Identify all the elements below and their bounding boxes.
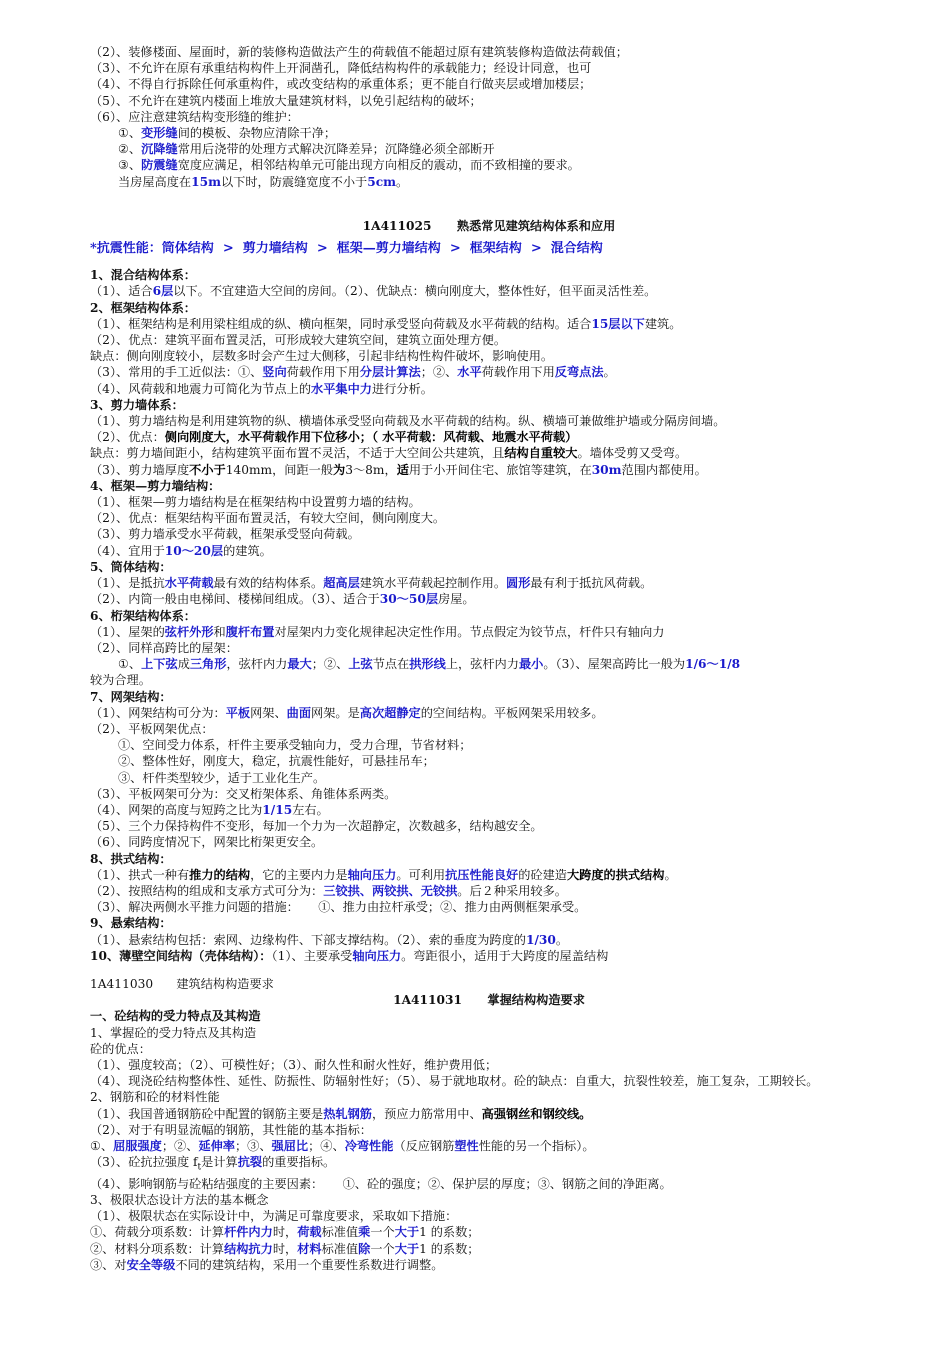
section-title: 1A411031 掌握结构构造要求 [393,993,585,1008]
text-line: 当房屋高度在15m以下时，防震缝宽度不小于5cm。 [118,174,409,189]
section-title: 1A411025 熟悉常见建筑结构体系和应用 [362,218,616,233]
text-line: （5）、三个力保持构件不变形，每加一个力为一次超静定，次数越多，结构越安全。 [90,819,543,834]
heading: 一、砼结构的受力特点及其构造 [90,1009,261,1024]
keyword: 防震缝 [141,158,178,173]
text-line: （2）、平板网架优点： [90,721,214,736]
text-line: （1）、我国普通钢筋砼中配置的钢筋主要是热轧钢筋，预应力筋常用中、高强钢丝和钢绞线。 [90,1106,592,1121]
text-line: ②、沉降缝常用后浇带的处理方式解决沉降差异；沉降缝必须全部断开 [118,142,495,157]
text-line: 1、掌握砼的受力特点及其构造 [90,1025,257,1040]
text-line: ③、防震缝宽度应满足，相邻结构单元可能出现方向相反的震动，而不致相撞的要求。 [118,158,580,173]
heading: 3、剪力墙体系： [90,397,184,412]
keyword: 沉降缝 [141,142,178,157]
text-line: ③、对安全等级不同的建筑结构，采用一个重要性系数进行调整。 [90,1257,444,1272]
text-line: （2）、按照结构的组成和支承方式可分为：三铰拱、两铰拱、无铰拱。后２种采用较多。 [90,883,567,898]
keyword: 变形缝 [141,126,178,141]
text-line: （6）、同跨度情况下，网架比桁架更安全。 [90,835,324,850]
text-line: （4）、风荷载和地震力可简化为节点上的水平集中力进行分析。 [90,381,433,396]
text-line: （5）、不允许在建筑内楼面上堆放大量建筑材料，以免引起结构的破坏； [90,93,482,108]
text-line: 缺点：剪力墙间距小，结构建筑平面布置不灵活，不适于大空间公共建筑，且结构自重较大。墙体受剪又受弯。 [90,446,688,461]
text-line: （1）、强度较高；（2）、可模性好；（3）、耐久性和耐火性好，维护费用低； [90,1057,498,1072]
text-line: （3）、解决两侧水平推力问题的措施： ①、推力由拉杆承受；②、推力由两侧框架承受。 [90,900,587,915]
section-code: 1A411030 建筑结构构造要求 [90,976,274,991]
text-line: （4）、影响钢筋与砼粘结强度的主要因素： ①、砼的强度；②、保护层的厚度；③、钢筋之间的净距离。 [90,1176,672,1191]
text-line: （3）、常用的手工近似法：①、竖向荷载作用下用分层计算法；②、水平荷载作用下用反弯点法。 [90,365,616,380]
heading: 7、网架结构： [90,689,172,704]
text-line: （1）、极限状态在实际设计中，为满足可靠度要求，采取如下措施： [90,1209,458,1224]
seismic-ranking: *抗震性能：筒体结构 > 剪力墙结构 > 框架—剪力墙结构 > 框架结构 > 混合结构 [90,241,603,257]
text-line: （1）、悬索结构包括：索网、边缘构件、下部支撑结构。（2）、索的垂度为跨度的1/30。 [90,932,569,947]
text-line: 10、薄壁空间结构（壳体结构）：（1）、主要承受轴向压力。弯距很小，适用于大跨度的屋盖结构 [90,948,609,963]
text-line: （1）、剪力墙结构是利用建筑物的纵、横墙体承受竖向荷载及水平荷载的结构。纵、横墙可兼做维护墙或分隔房间墙。 [90,414,726,429]
heading: 2、框架结构体系： [90,300,196,315]
text-line: ①、上下弦成三角形，弦杆内力最大；②、上弦节点在拱形线上，弦杆内力最小。（3）、屋架高跨比一般为1/6～1/8 [118,657,741,672]
text-line: 砼的优点： [90,1041,151,1056]
text-line: （1）、拱式一种有推力的结构，它的主要内力是轴向压力。可利用抗压性能良好的砼建造大跨度的拱式结构。 [90,867,677,882]
text-line: 3、极限状态设计方法的基本概念 [90,1193,269,1208]
text-line: （1）、适合6层以下。不宜建造大空间的房间。（2）、优缺点：横向刚度大，整体性好，但平面灵活性差。 [90,284,657,299]
text-line: ①、屈服强度；②、延伸率；③、强屈比；④、冷弯性能（反应钢筋塑性性能的另一个指标）。 [90,1139,595,1153]
text-line: 缺点：侧向刚度较小，层数多时会产生过大侧移，引起非结构性构件破坏，影响使用。 [90,349,554,364]
text-line: ①、空间受力体系，杆件主要承受轴向力，受力合理，节省材料； [118,738,472,753]
heading: 6、桁架结构体系： [90,608,196,623]
heading: 1、混合结构体系： [90,268,196,283]
text-line: 2、钢筋和砼的材料性能 [90,1090,220,1105]
text-line: （1）、框架结构是利用梁柱组成的纵、横向框架，同时承受竖向荷载及水平荷载的结构。适合15层以下建筑。 [90,316,682,331]
text-line: （4）、不得自行拆除任何承重构件，或改变结构的承重体系；更不能自行做夹层或增加楼层； [90,77,592,92]
text-line: （3）、砼抗拉强度 $f_t$是计算抗裂的重要指标。 [90,1155,336,1173]
text-line: （2）、优点：建筑平面布置灵活，可形成较大建筑空间，建筑立面处理方便。 [90,333,507,348]
text-line: （2）、对于有明显流幅的钢筋，其性能的基本指标： [90,1122,372,1137]
text-line: ②、材料分项系数：计算结构抗力时，材料标准值除一个大于1 的系数； [90,1241,480,1256]
text-line: （2）、装修楼面、屋面时，新的装修构造做法产生的荷载值不能超过原有建筑装修构造做法荷载值； [90,45,628,59]
text-line: （2）、同样高跨比的屋架： [90,640,238,655]
heading: 5、筒体结构： [90,559,172,574]
text-line: 较为合理。 [90,673,151,688]
text-line: （3）、剪力墙承受水平荷载，框架承受竖向荷载。 [90,527,360,542]
text-line: （1）、屋架的弦杆外形和腹杆布置对屋架内力变化规律起决定性作用。节点假定为铰节点，杆件只有轴向力 [90,624,665,639]
text-paragraph: （4）、现浇砼结构整体性、延性、防振性、防辐射性好；（5）、易于就地取材。砼的缺点：自重大，抗裂性较差，施工复杂，工期较长。 [90,1074,819,1089]
heading: 9、悬索结构： [90,916,172,931]
heading: 8、拱式结构： [90,851,172,866]
text-line: （2）、内筒一般由电梯间、楼梯间组成。（3）、适合于30～50层房屋。 [90,592,475,607]
text-line: （4）、宜用于10～20层的建筑。 [90,543,272,558]
text-line: （3）、平板网架可分为：交叉桁架体系、角锥体系两类。 [90,786,397,801]
text-line: ③、杆件类型较少，适于工业化生产。 [118,770,326,785]
text-line: ①、变形缝间的模板、杂物应清除干净； [118,126,337,141]
text-line: （1）、是抵抗水平荷载最有效的结构体系。超高层建筑水平荷载起控制作用。圆形最有利于抵抗风荷载。 [90,576,653,591]
text-line: （6）、应注意建筑结构变形缝的维护： [90,109,299,124]
keyword: 5cm [367,174,397,189]
text-line: （2）、优点：框架结构平面布置灵活，有较大空间，侧向刚度大。 [90,511,446,526]
text-line: （3）、剪力墙厚度不小于140mm，间距一般为3～8m，适用于小开间住宅、旅馆等建筑，在30m范围内都使用。 [90,462,707,477]
heading: 4、框架—剪力墙结构： [90,478,221,493]
text-line: ②、整体性好，刚度大，稳定，抗震性能好，可悬挂吊车； [118,754,435,769]
text-line: （3）、不允许在原有承重结构构件上开洞凿孔，降低结构构件的承载能力；经设计同意，也可 [90,61,592,76]
text-line: （1）、网架结构可分为：平板网架、曲面网架。是高次超静定的空间结构。平板网架采用较多。 [90,705,604,720]
text-line: （4）、网架的高度与短跨之比为1/15左右。 [90,802,329,817]
text-line: （1）、框架—剪力墙结构是在框架结构中设置剪力墙的结构。 [90,495,421,510]
text-line: （2）、优点：侧向刚度大，水平荷载作用下位移小；（ 水平荷载：风荷载、地震水平荷载） [90,430,578,445]
text-line: ①、荷载分项系数：计算杆件内力时，荷载标准值乘一个大于1 的系数； [90,1225,480,1240]
keyword: 15m [191,174,221,189]
